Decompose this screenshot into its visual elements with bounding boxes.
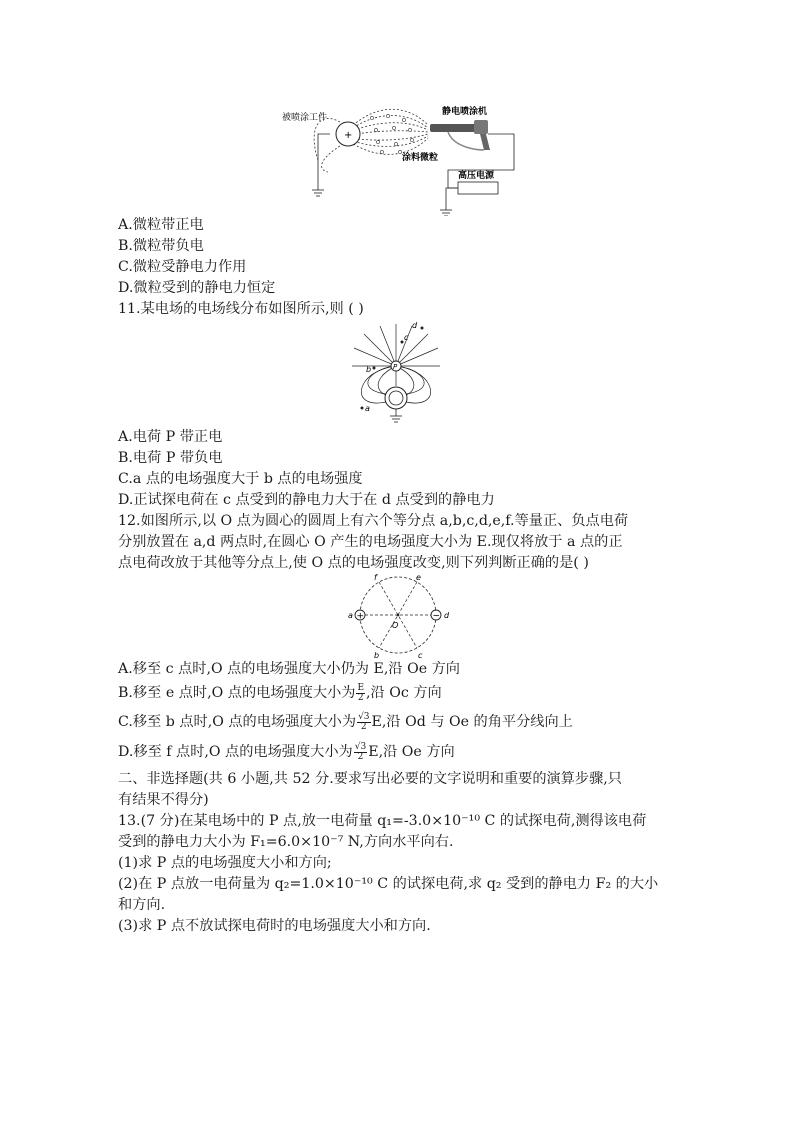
svg-text:+: + [356, 611, 365, 622]
q11-option-d: D.正试探电荷在 c 点受到的静电力大于在 d 点受到的静电力 [118, 492, 495, 508]
point-b-label: b [366, 365, 372, 374]
label-f: f [374, 573, 377, 582]
q12-option-a: A.移至 c 点时,O 点的电场强度大小仍为 E,沿 Oe 方向 [118, 661, 460, 677]
q10-option-c: C.微粒受静电力作用 [118, 259, 247, 275]
q10-option-b: B.微粒带负电 [118, 238, 204, 254]
label-e: e [416, 573, 421, 582]
section2-heading-line2: 有结果不得分) [118, 792, 209, 808]
svg-text:P: P [393, 363, 398, 371]
q10-option-d: D.微粒受到的静电力恒定 [118, 280, 276, 296]
q13-part2-line1: (2)在 P 点放一电荷量为 q₂=1.0×10⁻¹⁰ C 的试探电荷,求 q₂ 受到的静电力 F₂ 的大小 [118, 876, 659, 892]
spray-gun-label: 静电喷涂机 [442, 107, 488, 117]
section2-heading-line1: 二、非选择题(共 6 小题,共 52 分.要求写出必要的文字说明和重要的演算步骤,只 [118, 771, 622, 787]
q10-option-a: A.微粒带正电 [118, 217, 204, 233]
label-a: a [348, 611, 353, 620]
particle-label: 涂料微粒 [402, 153, 439, 163]
workpiece-label: 被喷涂工件 [282, 113, 328, 123]
label-c: c [418, 651, 423, 660]
point-c-label: c [404, 333, 409, 342]
conductor-sphere [385, 387, 407, 409]
svg-text:+: + [344, 130, 353, 141]
q13-stem-line2: 受到的静电力大小为 F₁=6.0×10⁻⁷ N,方向水平向右. [118, 834, 454, 850]
spray-gun-icon [430, 120, 490, 150]
q11-option-c: C.a 点的电场强度大于 b 点的电场强度 [118, 471, 363, 487]
q12-option-d: D.移至 f 点时,O 点的电场强度大小为 $\frac{√3}{2}$ E,沿 Oe 方向 [118, 741, 455, 762]
point-a-label: a [365, 404, 370, 413]
q13-stem-line1: 13.(7 分)在某电场中的 P 点,放一电荷量 q₁=-3.0×10⁻¹⁰ C 的试探电荷,测得该电荷 [118, 813, 647, 829]
label-o: O [392, 621, 399, 630]
q12-stem-line2: 分别放置在 a,d 两点时,在圆心 O 产生的电场强度大小为 E.现仅将放于 a 点的正 [118, 534, 623, 550]
q13-part2-line2: 和方向. [118, 897, 166, 913]
field-lines-figure [346, 320, 446, 426]
label-b: b [374, 651, 380, 660]
q12-option-c: C.移至 b 点时,O 点的电场强度大小为 $\frac{√3}{2}$ E,沿 Od 与 Oe 的角平分线向上 [118, 711, 573, 732]
electrostatic-spray-figure [278, 100, 528, 216]
q13-part1: (1)求 P 点的电场强度大小和方向; [118, 855, 332, 871]
q13-part3: (3)求 P 点不放试探电荷时的电场强度大小和方向. [118, 918, 431, 934]
point-d-label: d [412, 321, 418, 330]
svg-text:−: − [432, 611, 441, 622]
q11-option-a: A.电荷 P 带正电 [118, 429, 223, 445]
power-label: 高压电源 [458, 171, 495, 181]
q12-option-b: B.移至 e 点时,O 点的电场强度大小为 $\frac{E}{2}$ ,沿 Oc 方向 [118, 682, 442, 703]
q12-stem-line1: 12.如图所示,以 O 点为圆心的圆周上有六个等分点 a,b,c,d,e,f.等量正、负点电荷 [118, 513, 629, 529]
power-source-box [458, 182, 498, 194]
q11-option-b: B.电荷 P 带负电 [118, 450, 223, 466]
q11-stem: 11.某电场的电场线分布如图所示,则 ( ) [118, 301, 364, 317]
q12-stem-line3: 点电荷改放于其他等分点上,使 O 点的电场强度改变,则下列判断正确的是( ) [118, 555, 589, 571]
hexagon-circle-figure [340, 572, 458, 662]
label-d: d [444, 611, 450, 620]
